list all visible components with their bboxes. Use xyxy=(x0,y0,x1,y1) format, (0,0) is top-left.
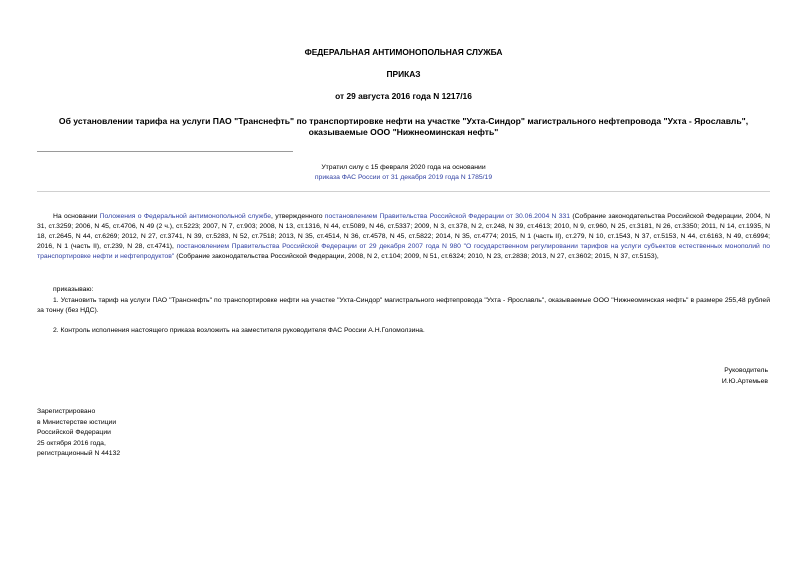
document-title xyxy=(40,116,767,138)
registration-line-5: регистрационный N 44132 xyxy=(37,450,121,457)
link-fas-regulation[interactable]: Положения о Федеральной антимонопольной службе xyxy=(99,213,272,220)
signer-name: И.Ю.Артемьев xyxy=(721,378,768,385)
agency-name: ФЕДЕРАЛЬНАЯ АНТИМОНОПОЛЬНАЯ СЛУЖБА xyxy=(304,47,503,57)
title-line-2: оказываемые ООО "Нижнеоминская нефть" xyxy=(308,127,499,137)
preamble-paragraph xyxy=(37,212,770,262)
signer-position: Руководитель xyxy=(724,367,768,374)
status-note xyxy=(0,163,807,183)
divider-short xyxy=(37,151,293,152)
divider-long xyxy=(37,191,770,192)
document-type: ПРИКАЗ xyxy=(386,69,421,79)
link-resolution-980[interactable]: постановлением Правительства Российской Федерации от 29 декабря 2007 года N 980 "О государственном регулировании тарифов на услуги субъектов естественных монополий по транспортировке нефти и нефтепродуктов" xyxy=(37,243,770,260)
registration-line-4: 25 октября 2016 года, xyxy=(37,439,106,447)
signature-block xyxy=(600,365,768,387)
preamble-text-3: (Собрание законодательства Российской Федерации, 2004, N 31, ст.3259; 2006, N 45, ст.4706, N 49 (2 ч.), ст.5223; 2007, N 7, ст.903; 2008, N 13, ст.1316, N 44, ст.5089, N 46, ст.5337; 2009, N 3, ст.378, N 2, ст.248, N 39, ст.4613; 2010, N 9, ст.960, N 25, ст.3181, N 26, ст.3350; 2011, N 14, ст.1935, N 18, ст.2645, N 44, ст.6269; 2012, N 27, ст.3741, N 39, ст.5283, N 52, ст.7518; 2013, N 35, ст.4514, N 36, ст.4578, N 45, ст.5822; 2014, N 35, ст.4774; 2015, N 1 (часть II), ст.279, N 10, ст.1543, N 37, ст.5153, N 44, ст.6163, N 49, ст.6994; 2016, N 1 (часть II), ст.239, N 28, ст.4741), xyxy=(37,213,771,250)
preamble-text-2: , утвержденного xyxy=(271,213,325,220)
registration-line-1: Зарегистрировано xyxy=(37,408,96,415)
order-item-2: 2. Контроль исполнения настоящего приказа возложить на заместителя руководителя ФАС России А.Н.Голомолзина. xyxy=(53,327,425,334)
order-item-1: 1. Установить тариф на услуги ПАО "Транснефть" по транспортировке нефти на участке "Ухта-Синдор" магистрального нефтепровода "Ухта - Ярославль", оказываемые ООО "Нижнеоминская нефть" в размере 255,48 рублей за тонну (без НДС). xyxy=(37,297,770,314)
status-link[interactable]: приказа ФАС России от 31 декабря 2019 года N 1785/19 xyxy=(314,174,493,181)
registration-line-3: Российской Федерации xyxy=(37,429,111,436)
order-word: приказываю: xyxy=(53,286,94,293)
document-date-number: от 29 августа 2016 года N 1217/16 xyxy=(335,91,472,101)
title-line-1: Об установлении тарифа на услуги ПАО "Транснефть" по транспортировке нефти на участке "Ухта-Синдор" магистрального нефтепровода "Ухта - Ярославль", xyxy=(58,116,749,126)
status-text: Утратил силу с 15 февраля 2020 года на основании xyxy=(321,164,486,171)
link-resolution-331[interactable]: постановлением Правительства Российской Федерации от 30.06.2004 N 331 xyxy=(324,213,571,220)
registration-line-2: в Министерстве юстиции xyxy=(37,418,117,426)
registration-block xyxy=(37,407,237,460)
preamble-text-1: На основании xyxy=(53,213,100,220)
preamble-text-4: (Собрание законодательства Российской Федерации, 2008, N 2, ст.104; 2009, N 51, ст.6324; 2010, N 23, ст.2838; 2013, N 27, ст.3602; 2015, N 37, ст.5153), xyxy=(174,253,659,260)
